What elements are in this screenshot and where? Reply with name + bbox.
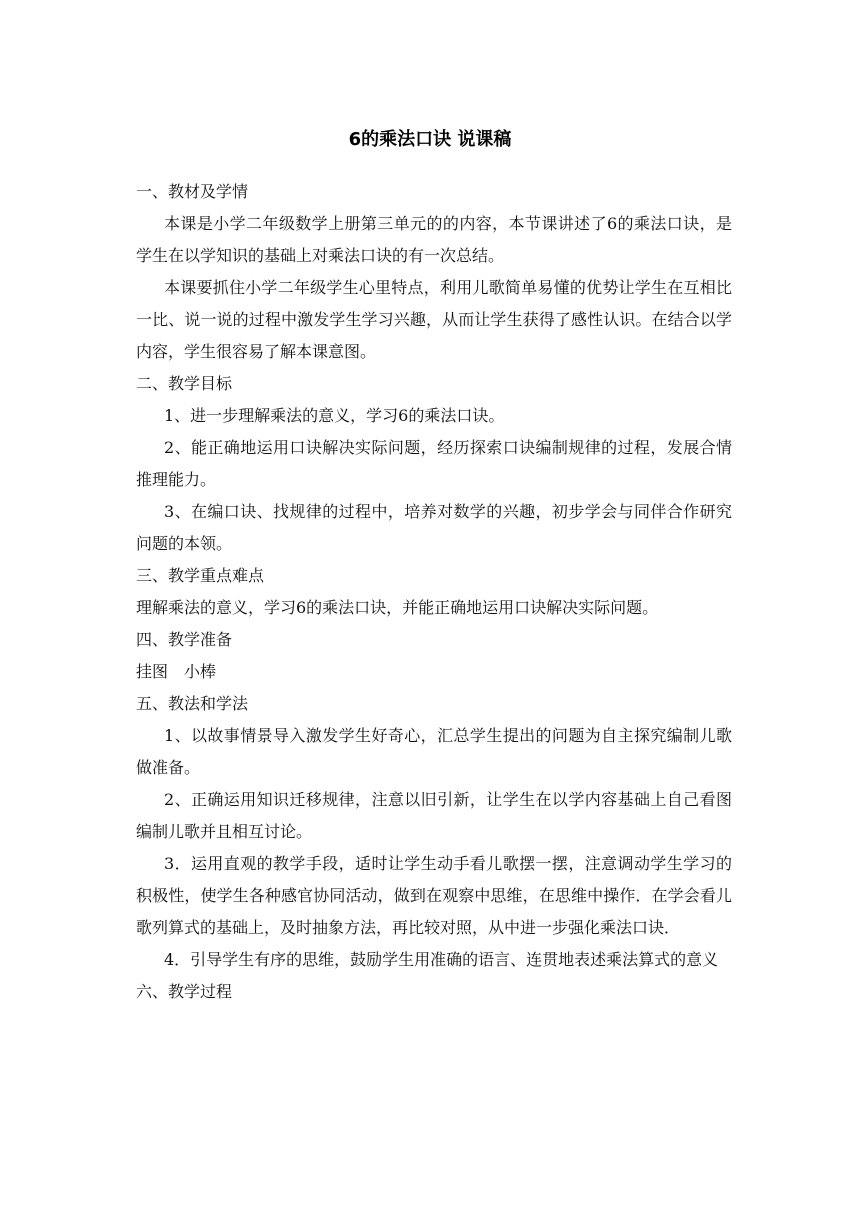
paragraph: 1、以故事情景导入激发学生好奇心，汇总学生提出的问题为自主探究编制儿歌做准备。	[136, 726, 732, 777]
section-heading-key-points: 三、教学重点难点	[136, 566, 265, 585]
section-heading-process: 六、教学过程	[136, 982, 233, 1001]
paragraph: 2、正确运用知识迁移规律，注意以旧引新，让学生在以学内容基础上自己看图编制儿歌并且相互讨论。	[136, 790, 732, 841]
paragraph: 本课要抓住小学二年级学生心里特点，利用儿歌简单易懂的优势让学生在互相比一比、说一说的过程中激发学生学习兴趣，从而让学生获得了感性认识。在结合以学内容，学生很容易了解本课意图。	[136, 278, 732, 361]
paragraph: 1、进一步理解乘法的意义，学习6的乘法口诀。	[164, 406, 505, 425]
document-title: 6的乘法口诀 说课稿	[348, 129, 512, 150]
document-body	[136, 176, 732, 1008]
paragraph: 2、能正确地运用口诀解决实际问题，经历探索口诀编制规律的过程，发展合情推理能力。	[136, 438, 732, 489]
section-heading-materials: 一、教材及学情	[136, 182, 249, 201]
section-heading-methods: 五、教法和学法	[136, 694, 249, 713]
section-heading-preparation: 四、教学准备	[136, 630, 233, 649]
paragraph: 挂图 小棒	[136, 662, 217, 681]
paragraph: 3、在编口诀、找规律的过程中，培养对数学的兴趣，初步学会与同伴合作研究问题的本领。	[136, 502, 732, 553]
paragraph: 3．运用直观的教学手段，适时让学生动手看儿歌摆一摆，注意调动学生学习的积极性，使学生各种感官协同活动，做到在观察中思维，在思维中操作．在学会看儿歌列算式的基础上，及时抽象方法，再比较对照，从中进一步强化乘法口诀．	[136, 854, 732, 937]
section-heading-goals: 二、教学目标	[136, 374, 233, 393]
paragraph: 理解乘法的意义，学习6的乘法口诀，并能正确地运用口诀解决实际问题。	[136, 598, 659, 617]
paragraph: 本课是小学二年级数学上册第三单元的的内容，本节课讲述了6的乘法口诀，是学生在以学知识的基础上对乘法口诀的有一次总结。	[136, 214, 732, 265]
paragraph: 4．引导学生有序的思维，鼓励学生用准确的语言、连贯地表述乘法算式的意义	[164, 950, 719, 969]
